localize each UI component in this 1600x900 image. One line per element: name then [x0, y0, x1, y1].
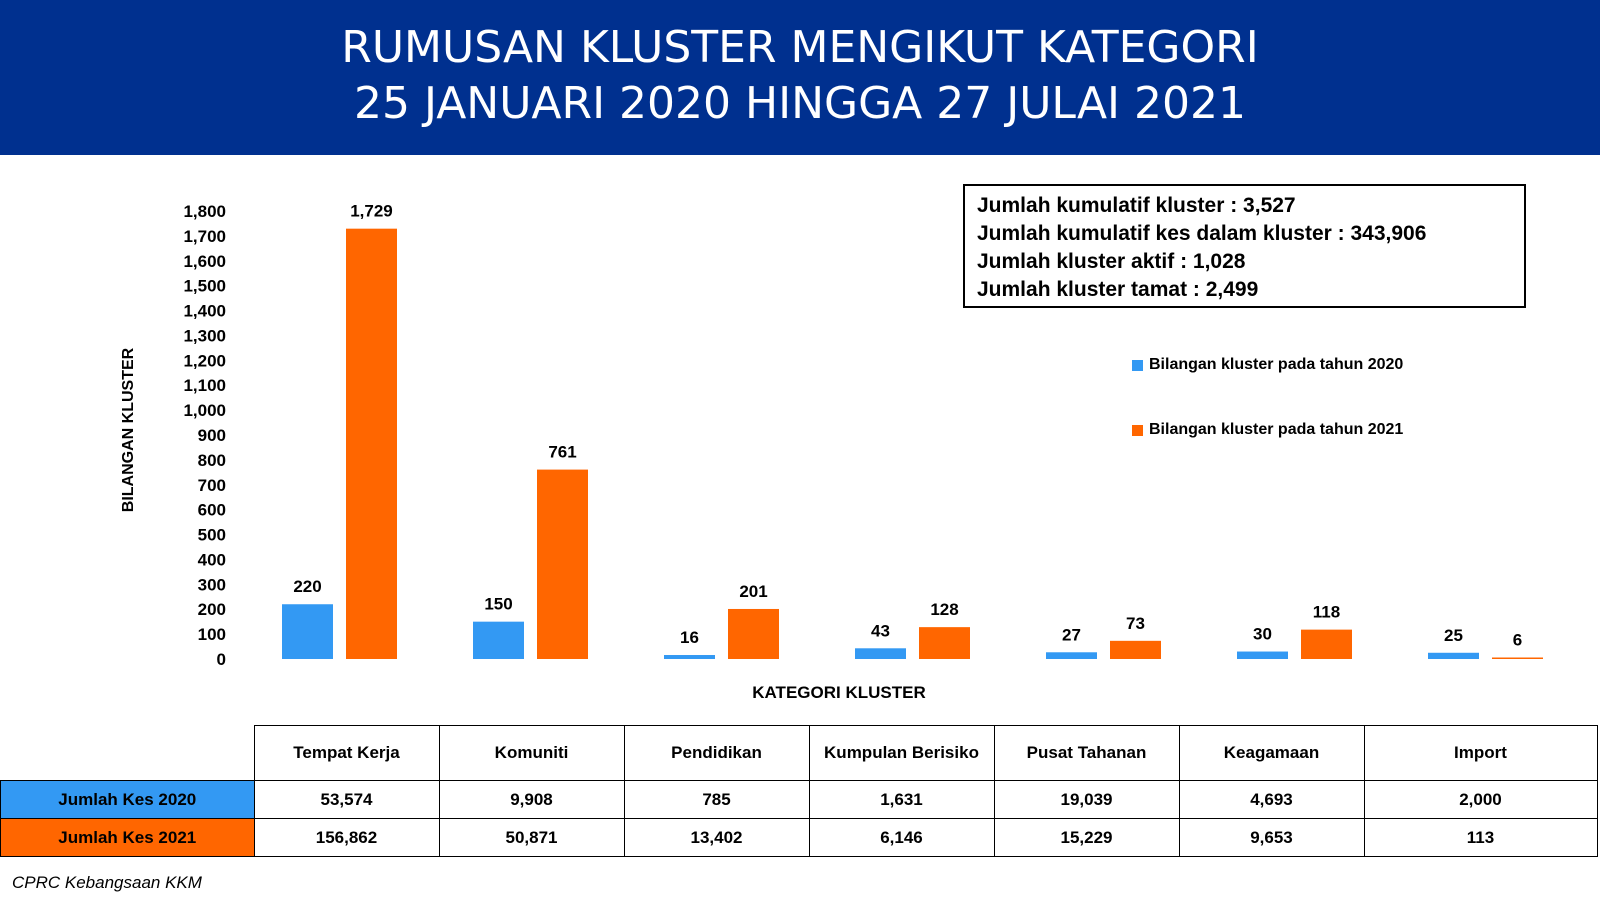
data-label: 118 — [1312, 602, 1341, 622]
summary-box — [963, 184, 1526, 308]
y-tick-label: 100 — [197, 625, 226, 645]
data-label: 73 — [1126, 613, 1145, 633]
table-corner — [1, 726, 255, 781]
y-tick-label: 900 — [197, 426, 226, 445]
y-axis-label: BILANGAN KLUSTER — [120, 347, 137, 513]
title-line-1: RUMUSAN KLUSTER MENGIKUT KATEGORI — [341, 22, 1259, 73]
table-cell: 2,000 — [1364, 781, 1597, 819]
table-cell: 785 — [624, 781, 809, 819]
data-label: 27 — [1062, 625, 1081, 645]
data-label: 150 — [484, 594, 513, 614]
title-banner — [0, 0, 1600, 155]
y-tick-label: 1,400 — [183, 301, 226, 321]
table-col-header: Tempat Kerja — [254, 726, 439, 781]
y-tick-label: 1,800 — [183, 202, 226, 221]
data-label: 1,729 — [350, 201, 393, 221]
table-col-header: Pusat Tahanan — [994, 726, 1179, 781]
table-cell: 19,039 — [994, 781, 1179, 819]
table-col-header: Kumpulan Berisiko — [809, 726, 994, 781]
table-row-2020 — [1, 781, 1598, 819]
bar-2021 — [346, 229, 397, 659]
summary-total-cases: Jumlah kumulatif kes dalam kluster : 343,906 — [977, 222, 1427, 245]
data-label: 43 — [871, 621, 890, 641]
table-header-row — [1, 726, 1598, 781]
legend-item-2020 — [1132, 356, 1403, 374]
y-tick-label: 200 — [197, 600, 226, 620]
x-axis-label: KATEGORI KLUSTER — [752, 683, 926, 702]
table-row-2021 — [1, 819, 1598, 857]
table-cell: 6,146 — [809, 819, 994, 857]
table-cell: 15,229 — [994, 819, 1179, 857]
bar-2021 — [728, 609, 779, 659]
table-cell: 4,693 — [1179, 781, 1364, 819]
source-footer: CPRC Kebangsaan KKM — [12, 873, 202, 892]
y-tick-label: 300 — [197, 575, 226, 595]
data-label: 25 — [1444, 625, 1463, 645]
y-tick-label: 0 — [216, 650, 226, 669]
table-cell: 13,402 — [624, 819, 809, 857]
bar-2021 — [1301, 630, 1352, 659]
y-tick-label: 800 — [197, 450, 226, 470]
bar-2020 — [855, 648, 906, 659]
y-tick-label: 1,100 — [183, 376, 226, 396]
bar-2020 — [473, 622, 524, 659]
table-cell: 113 — [1364, 819, 1597, 857]
legend-swatch-2021 — [1132, 425, 1143, 436]
bar-2020 — [664, 655, 715, 659]
bar-2021 — [919, 627, 970, 659]
table-col-header: Pendidikan — [624, 726, 809, 781]
y-tick-label: 1,200 — [183, 351, 226, 371]
row-label-2021: Jumlah Kes 2021 — [1, 819, 255, 857]
table-col-header: Import — [1364, 726, 1597, 781]
table-col-header: Komuniti — [439, 726, 624, 781]
y-tick-label: 1,000 — [183, 401, 226, 421]
cases-table — [0, 725, 1598, 857]
table-col-header: Keagamaan — [1179, 726, 1364, 781]
data-label: 6 — [1512, 630, 1523, 650]
bar-2021 — [537, 470, 588, 659]
summary-ended-clusters: Jumlah kluster tamat : 2,499 — [977, 278, 1259, 301]
table-cell: 156,862 — [254, 819, 439, 857]
y-tick-label: 700 — [197, 475, 226, 495]
bar-2021 — [1110, 641, 1161, 659]
legend-label-2021: Bilangan kluster pada tahun 2021 — [1149, 421, 1404, 438]
data-label: 128 — [930, 600, 959, 620]
y-tick-label: 1,600 — [183, 251, 226, 271]
data-label: 220 — [293, 577, 322, 597]
legend-item-2021 — [1132, 421, 1403, 439]
row-label-2020: Jumlah Kes 2020 — [1, 781, 255, 819]
table-cell: 50,871 — [439, 819, 624, 857]
summary-total-clusters: Jumlah kumulatif kluster : 3,527 — [977, 194, 1296, 217]
legend-swatch-2020 — [1132, 360, 1143, 371]
y-tick-label: 1,500 — [183, 276, 226, 296]
bar-2020 — [282, 604, 333, 659]
y-tick-label: 400 — [197, 550, 226, 570]
y-tick-label: 600 — [197, 500, 226, 520]
title-line-2: 25 JANUARI 2020 HINGGA 27 JULAI 2021 — [354, 78, 1246, 129]
legend-label-2020: Bilangan kluster pada tahun 2020 — [1149, 356, 1404, 373]
data-label: 201 — [739, 581, 768, 601]
y-tick-label: 1,300 — [183, 326, 226, 346]
data-label: 30 — [1253, 624, 1272, 644]
table-cell: 9,653 — [1179, 819, 1364, 857]
summary-active-clusters: Jumlah kluster aktif : 1,028 — [977, 250, 1246, 273]
table-cell: 9,908 — [439, 781, 624, 819]
table-cell: 1,631 — [809, 781, 994, 819]
data-label: 761 — [548, 442, 577, 462]
bar-2020 — [1237, 652, 1288, 659]
bar-2020 — [1046, 652, 1097, 659]
y-tick-label: 1,700 — [183, 226, 226, 246]
data-label: 16 — [680, 628, 699, 648]
bar-2020 — [1428, 653, 1479, 659]
bar-2021 — [1492, 658, 1543, 659]
y-tick-label: 500 — [197, 525, 226, 545]
table-cell: 53,574 — [254, 781, 439, 819]
